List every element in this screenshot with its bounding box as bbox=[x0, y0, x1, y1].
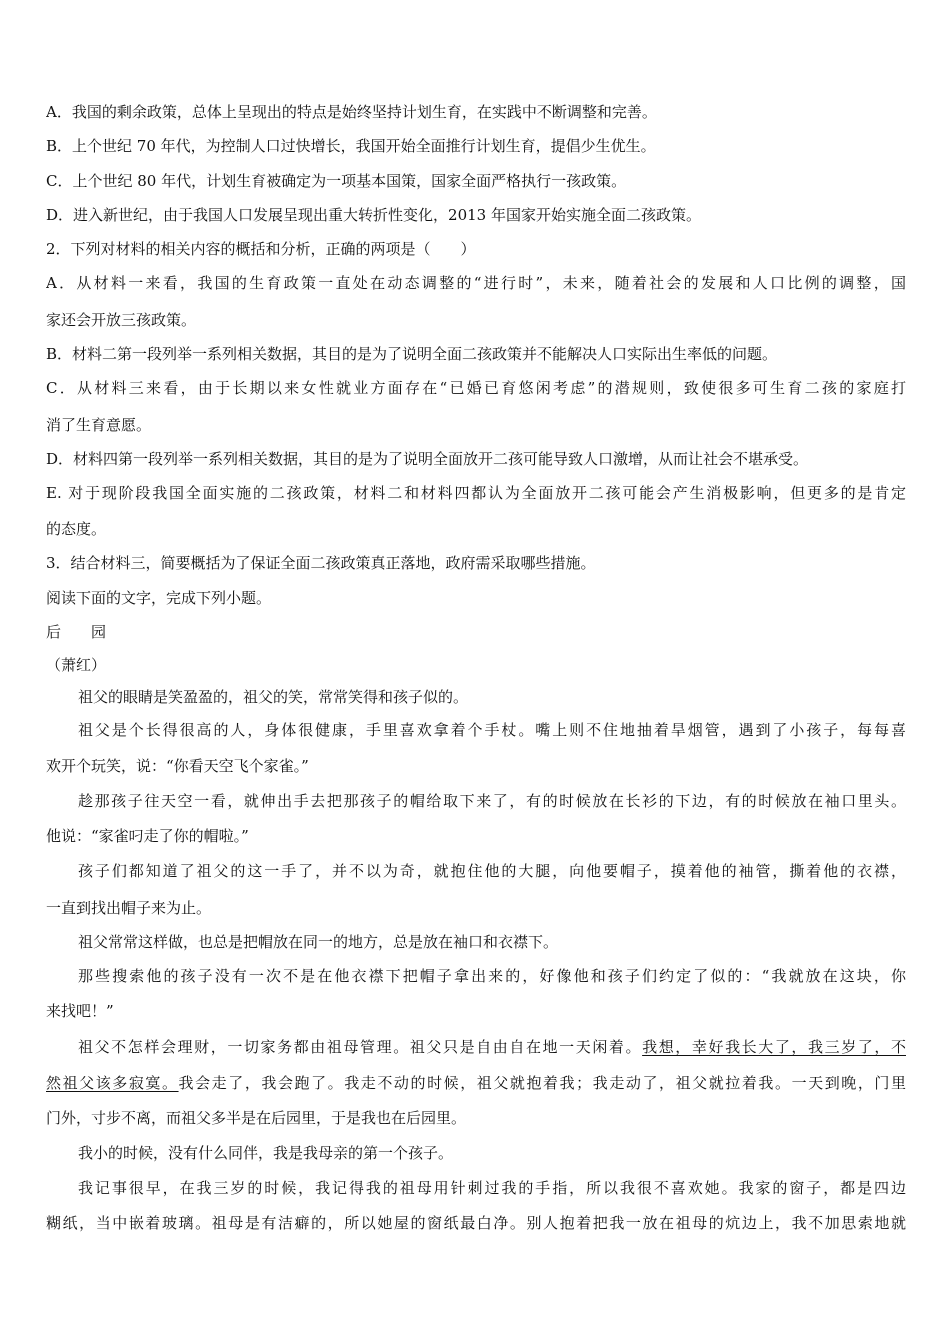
q2-option-c-line1: C．从材料三来看，由于长期以来女性就业方面存在“已婚已育悠闲考虑”的潜规则，致使很多可生育二孩的家庭打 bbox=[46, 379, 906, 397]
q2-option-e-line1: E. 对于现阶段我国全面实施的二孩政策，材料二和材料四都认为全面放开二孩可能会产生消极影响，但更多的是肯定 bbox=[46, 484, 906, 502]
paragraph-8: 我小的时候，没有什么同伴，我是我母亲的第一个孩子。 bbox=[78, 1144, 454, 1162]
passage-title: 后 园 bbox=[46, 623, 107, 641]
paragraph-7-continuation: 我会走了，我会跑了。我走不动的时候，祖父就抱着我；我走动了，祖父就拉着我。一天到晚，门里 bbox=[178, 1074, 906, 1092]
paragraph-7-line3: 门外，寸步不离，而祖父多半是在后园里，于是我也在后园里。 bbox=[46, 1109, 467, 1127]
q1-option-c: C．上个世纪 80 年代，计划生育被确定为一项基本国策，国家全面严格执行一孩政策。 bbox=[46, 172, 627, 190]
q2-option-a-line1: A．从材料一来看，我国的生育政策一直处在动态调整的“进行时”，未来，随着社会的发展和人口比例的调整，国 bbox=[46, 274, 906, 292]
paragraph-1: 祖父的眼睛是笑盈盈的，祖父的笑，常常笑得和孩子似的。 bbox=[78, 688, 469, 706]
q1-option-b: B．上个世纪 70 年代，为控制人口过快增长，我国开始全面推行计划生育，提倡少生优生。 bbox=[46, 137, 656, 155]
paragraph-9-line2: 糊纸，当中嵌着玻璃。祖母是有洁癖的，所以她屋的窗纸最白净。别人抱着把我一放在祖母的炕边上，我不加思索地就 bbox=[46, 1214, 906, 1232]
paragraph-7-plain-text: 祖父不怎样会理财，一切家务都由祖母管理。祖父只是自由自在地一天闲着。 bbox=[78, 1038, 643, 1056]
q2-option-c-line2: 消了生育意愿。 bbox=[46, 416, 152, 434]
q1-option-a: A．我国的剩余政策，总体上呈现出的特点是始终坚持计划生育，在实践中不断调整和完善。 bbox=[46, 103, 657, 121]
paragraph-6-line2: 来找吧！” bbox=[46, 1002, 114, 1020]
underlined-sentence-part1: 我想，幸好我长大了，我三岁了，不 bbox=[642, 1038, 906, 1056]
q2-option-d: D．材料四第一段列举一系列相关数据，其目的是为了说明全面放开二孩可能导致人口激增，从而让社会不堪承受。 bbox=[46, 450, 809, 468]
underlined-sentence-part2: 然祖父该多寂寞。 bbox=[46, 1074, 179, 1092]
paragraph-7-line2 bbox=[46, 1073, 906, 1093]
paragraph-4-line1: 孩子们都知道了祖父的这一手了，并不以为奇，就抱住他的大腿，向他要帽子，摸着他的袖管，撕着他的衣襟， bbox=[78, 862, 906, 880]
q2-option-e-line2: 的态度。 bbox=[46, 520, 107, 538]
paragraph-3-line1: 趁那孩子往天空一看，就伸出手去把那孩子的帽给取下来了，有的时候放在长衫的下边，有的时候放在袖口里头。 bbox=[78, 792, 906, 810]
reading-instruction: 阅读下面的文字，完成下列小题。 bbox=[46, 589, 272, 607]
passage-author: （萧红） bbox=[46, 656, 107, 674]
paragraph-2-line1: 祖父是个长得很高的人，身体很健康，手里喜欢拿着个手杖。嘴上则不住地抽着旱烟管，遇到了小孩子，每每喜 bbox=[78, 721, 906, 739]
q2-stem: 2．下列对材料的相关内容的概括和分析，正确的两项是（ ） bbox=[46, 240, 476, 258]
paragraph-2-line2: 欢开个玩笑，说：“你看天空飞个家雀。” bbox=[46, 757, 309, 775]
q3-stem: 3．结合材料三，简要概括为了保证全面二孩政策真正落地，政府需采取哪些措施。 bbox=[46, 554, 596, 572]
q1-option-d: D．进入新世纪，由于我国人口发展呈现出重大转折性变化，2013 年国家开始实施全面二孩政策。 bbox=[46, 206, 701, 224]
paragraph-9-line1: 我记事很早，在我三岁的时候，我记得我的祖母用针刺过我的手指，所以我很不喜欢她。我家的窗子，都是四边 bbox=[78, 1179, 906, 1197]
q2-option-a-line2: 家还会开放三孩政策。 bbox=[46, 311, 197, 329]
q2-option-b: B．材料二第一段列举一系列相关数据，其目的是为了说明全面二孩政策并不能解决人口实际出生率低的问题。 bbox=[46, 345, 778, 363]
paragraph-6-line1: 那些搜索他的孩子没有一次不是在他衣襟下把帽子拿出来的，好像他和孩子们约定了似的：“我就放在这块，你 bbox=[78, 967, 906, 985]
paragraph-3-line2: 他说：“家雀叼走了你的帽啦。” bbox=[46, 827, 249, 845]
paragraph-7-line1 bbox=[78, 1037, 906, 1057]
paragraph-5: 祖父常常这样做，也总是把帽放在同一的地方，总是放在袖口和衣襟下。 bbox=[78, 933, 559, 951]
paragraph-4-line2: 一直到找出帽子来为止。 bbox=[46, 899, 212, 917]
